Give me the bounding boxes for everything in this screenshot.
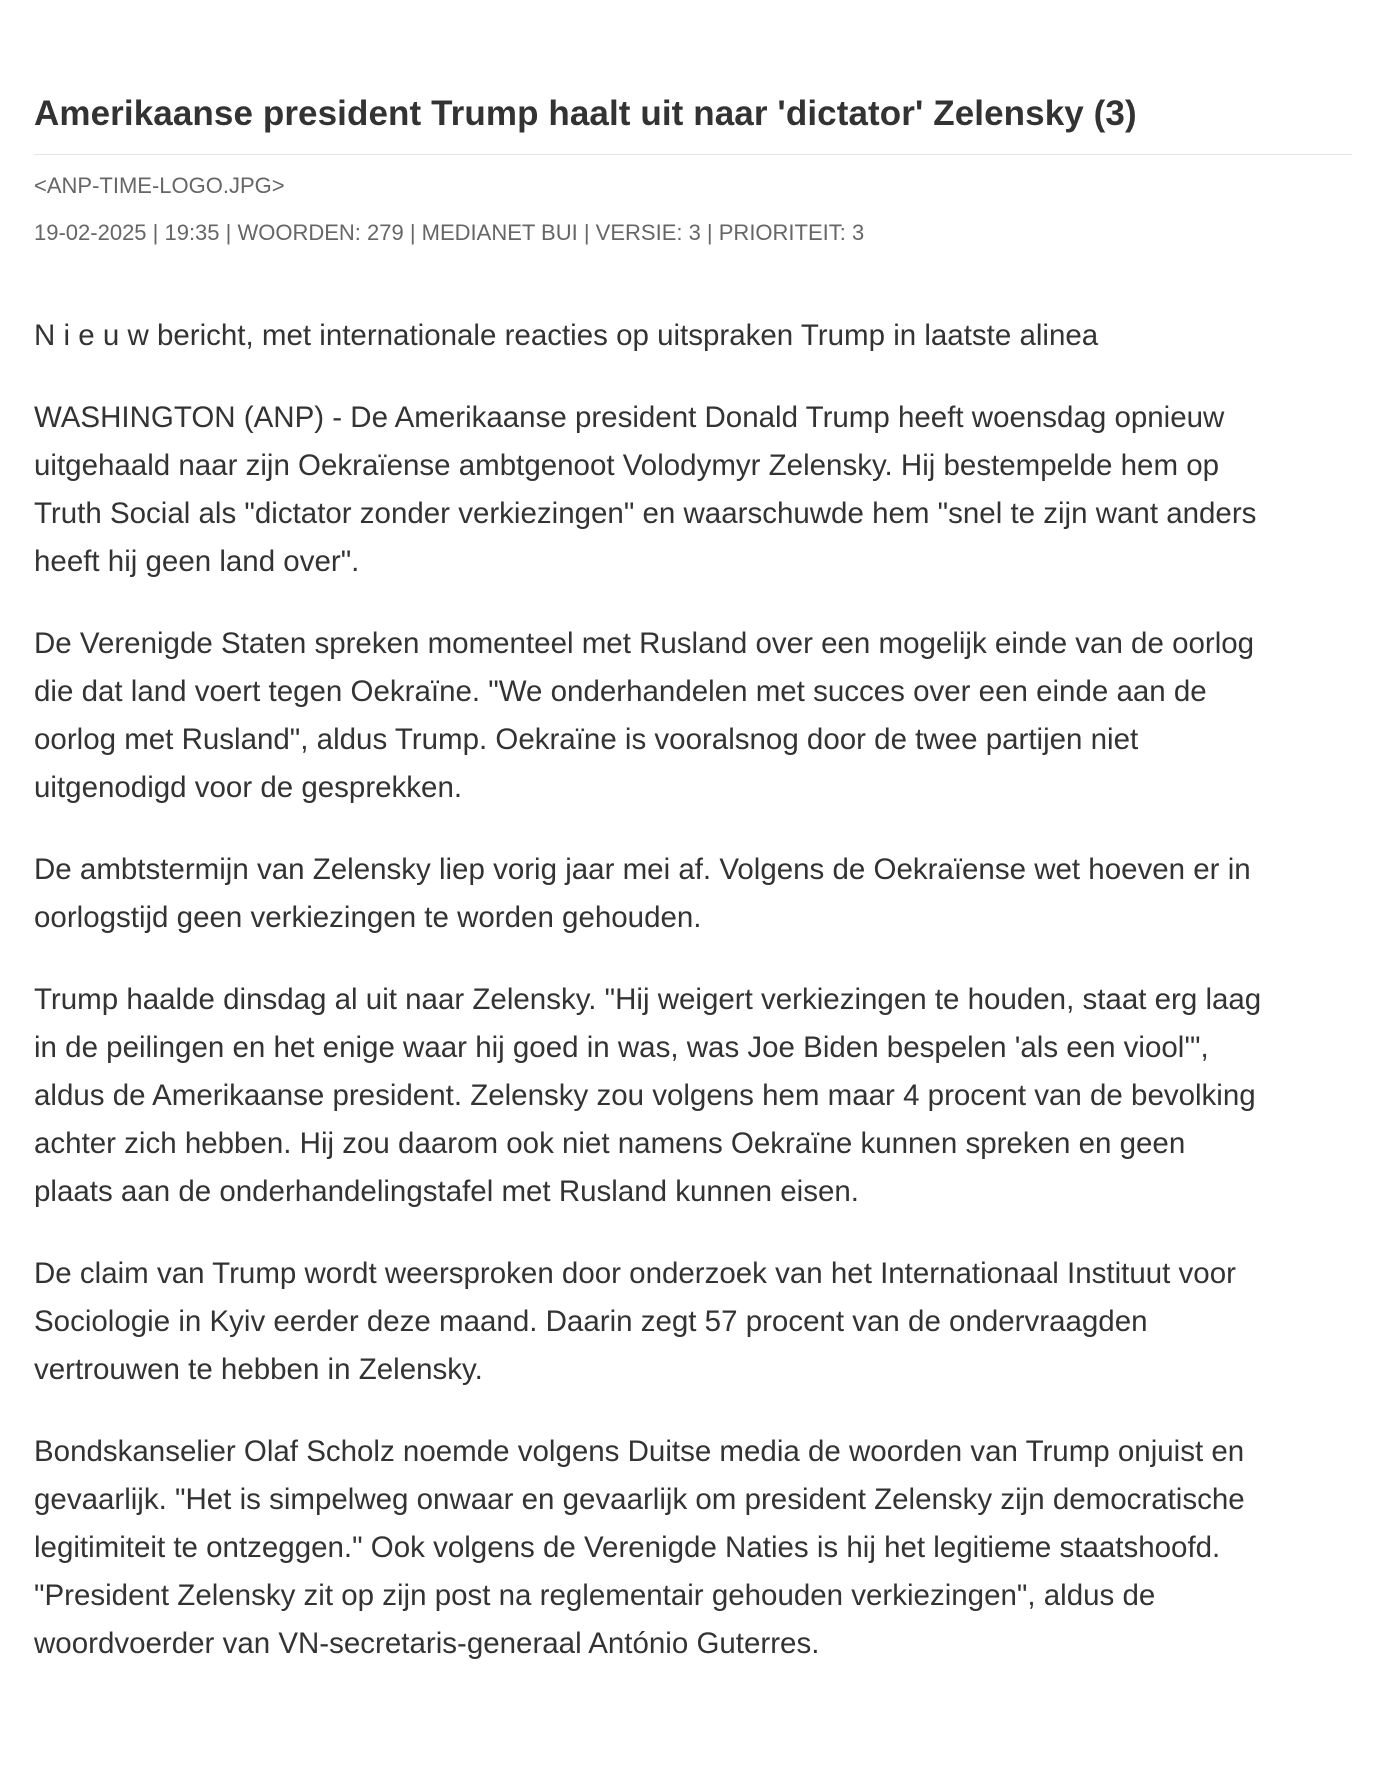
article-body: [34, 312, 1266, 1668]
header-divider: [34, 154, 1352, 155]
article-meta: 19-02-2025 | 19:35 | WOORDEN: 279 | MEDIANET BUI | VERSIE: 3 | PRIORITEIT: 3: [34, 220, 865, 245]
paragraph: Bondskanselier Olaf Scholz noemde volgens Duitse media de woorden van Trump onjuist en gevaarlijk. "Het is simpelweg onwaar en gevaarlijk om president Zelensky zijn democratische legitimiteit te ontzeggen." Ook volgens de Verenigde Naties is hij het legitieme staatshoofd. "President Zelensky zit op zijn post na reglementair gehouden verkiezingen", aldus de woordvoerder van VN-secretaris-generaal António Guterres.: [34, 1435, 1245, 1660]
paragraph-update-note: N i e u w bericht, met internationale reacties op uitspraken Trump in laatste alinea: [34, 319, 1099, 352]
paragraph: De claim van Trump wordt weersproken door onderzoek van het Internationaal Instituut voor Sociologie in Kyiv eerder deze maand. Daarin zegt 57 procent van de ondervraagden vertrouwen te hebben in Zelensky.: [34, 1257, 1236, 1386]
paragraph: WASHINGTON (ANP) - De Amerikaanse president Donald Trump heeft woensdag opnieuw uitgehaald naar zijn Oekraïense ambtgenoot Volodymyr Zelensky. Hij bestempelde hem op Truth Social als "dictator zonder verkiezingen" en waarschuwde hem "snel te zijn want anders heeft hij geen land over".: [34, 401, 1257, 578]
logo-reference: <ANP-TIME-LOGO.JPG>: [34, 173, 285, 198]
paragraph: De Verenigde Staten spreken momenteel met Rusland over een mogelijk einde van de oorlog die dat land voert tegen Oekraïne. "We onderhandelen met succes over een einde aan de oorlog met Rusland", aldus Trump. Oekraïne is vooralsnog door de twee partijen niet uitgenodigd voor de gesprekken.: [34, 627, 1255, 804]
article-headline: Amerikaanse president Trump haalt uit naar 'dictator' Zelensky (3): [34, 94, 1137, 133]
paragraph: Trump haalde dinsdag al uit naar Zelensky. "Hij weigert verkiezingen te houden, staat erg laag in de peilingen en het enige waar hij goed in was, was Joe Biden bespelen 'als een viool'", aldus de Amerikaanse president. Zelensky zou volgens hem maar 4 procent van de bevolking achter zich hebben. Hij zou daarom ook niet namens Oekraïne kunnen spreken en geen plaats aan de onderhandelingstafel met Rusland kunnen eisen.: [34, 983, 1262, 1208]
paragraph: De ambtstermijn van Zelensky liep vorig jaar mei af. Volgens de Oekraïense wet hoeven er in oorlogstijd geen verkiezingen te worden gehouden.: [34, 853, 1251, 934]
